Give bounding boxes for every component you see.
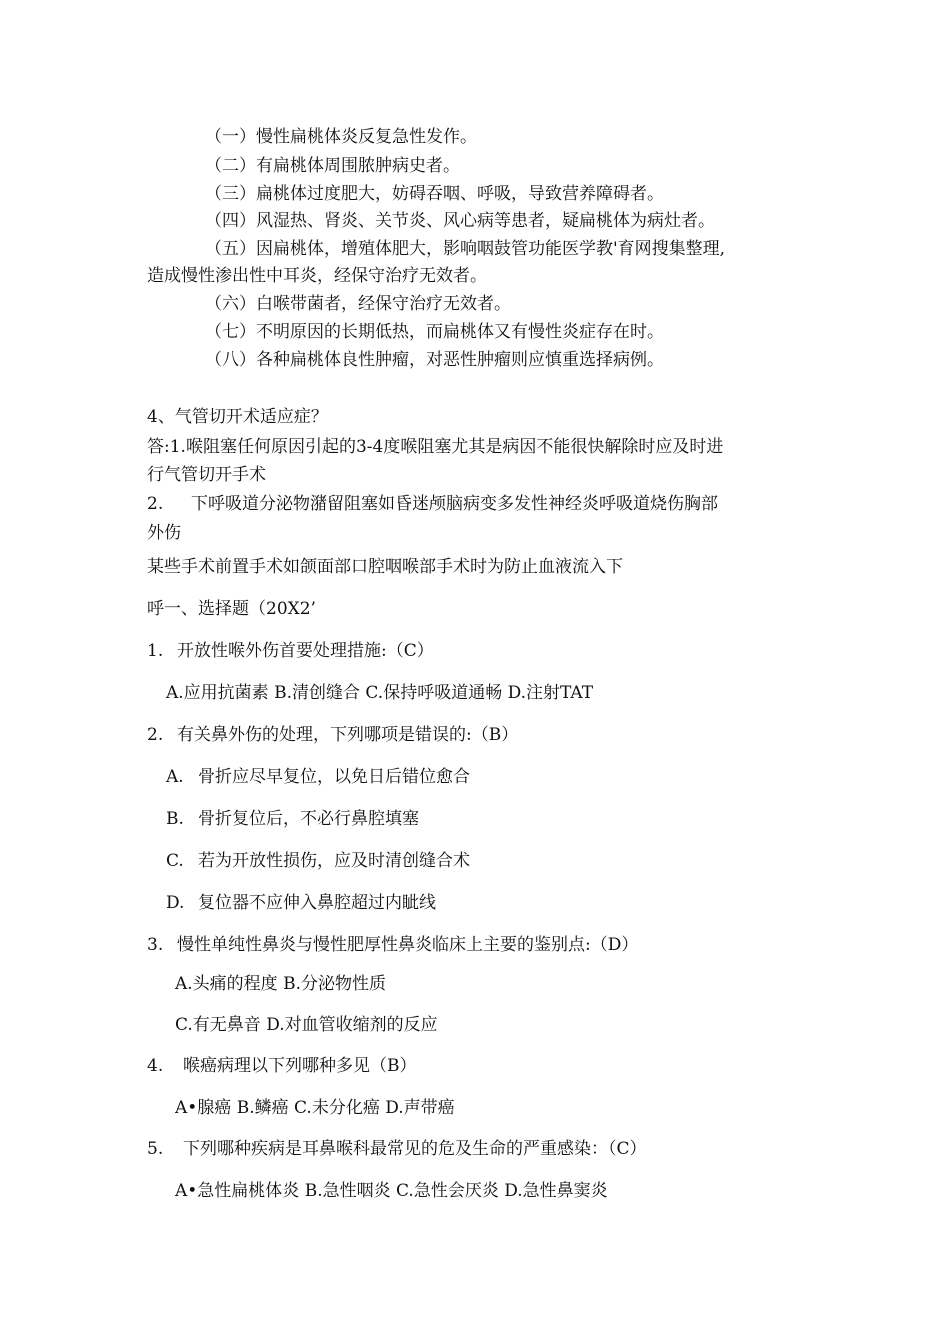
q4-title: 4、气管切开术适应症？ bbox=[147, 407, 328, 427]
question-5-number: 5. bbox=[147, 1139, 164, 1159]
question-4-number: 4. bbox=[147, 1056, 164, 1076]
section-title: 呼一、选择题（20X2’ bbox=[147, 599, 316, 619]
question-1-stem: 开放性喉外伤首要处理措施:（C） bbox=[177, 641, 434, 661]
question-3-options-line1: A.头痛的程度 B.分泌物性质 bbox=[175, 974, 386, 994]
question-1-options: A.应用抗菌素 B.清创缝合 C.保持呼吸道通畅 D.注射TAT bbox=[166, 683, 594, 703]
indication-1: （一）慢性扁桃体炎反复急性发作。 bbox=[205, 127, 477, 147]
question-2-option-b-letter: B. bbox=[166, 809, 184, 829]
question-2-option-d-text: 复位器不应伸入鼻腔超过内眦线 bbox=[198, 893, 436, 913]
q4-answer-line2: 行气管切开手术 bbox=[147, 465, 266, 485]
question-2-stem: 有关鼻外伤的处理，下列哪项是错误的:（B） bbox=[177, 725, 519, 745]
q4-item3: 某些手术前置手术如颌面部口腔咽喉部手术时为防止血液流入下 bbox=[147, 557, 623, 577]
question-2-option-d-letter: D. bbox=[166, 893, 185, 913]
question-2-option-a-letter: A. bbox=[166, 767, 184, 787]
indication-8: （八）各种扁桃体良性肿瘤，对恶性肿瘤则应慎重选择病例。 bbox=[205, 350, 664, 370]
indication-6: （六）白喉带菌者，经保守治疗无效者。 bbox=[205, 294, 511, 314]
question-3-stem: 慢性单纯性鼻炎与慢性肥厚性鼻炎临床上主要的鉴别点:（D） bbox=[177, 935, 639, 955]
question-1-number: 1. bbox=[147, 641, 164, 661]
question-2-option-b-text: 骨折复位后，不必行鼻腔填塞 bbox=[198, 809, 419, 829]
question-2-number: 2. bbox=[147, 725, 164, 745]
question-4-stem: 喉癌病理以下列哪种多见（B） bbox=[183, 1056, 417, 1076]
question-2-option-a-text: 骨折应尽早复位，以免日后错位愈合 bbox=[198, 767, 470, 787]
question-5-stem: 下列哪种疾病是耳鼻喉科最常见的危及生命的严重感染：（C） bbox=[183, 1139, 647, 1159]
q4-item2-number: 2. bbox=[147, 494, 164, 514]
indication-5-continued: 造成慢性渗出性中耳炎，经保守治疗无效者。 bbox=[147, 266, 487, 286]
question-4-options: A•腺癌 B.鳞癌 C.未分化癌 D.声带癌 bbox=[175, 1098, 455, 1118]
q4-item2-line2: 外伤 bbox=[147, 523, 181, 543]
indication-7: （七）不明原因的长期低热，而扁桃体又有慢性炎症存在时。 bbox=[205, 322, 664, 342]
question-2-option-c-text: 若为开放性损伤，应及时清创缝合术 bbox=[198, 851, 470, 871]
indication-4: （四）风湿热、肾炎、关节炎、风心病等患者，疑扁桃体为病灶者。 bbox=[205, 211, 715, 231]
q4-item2-line1: 下呼吸道分泌物潴留阻塞如昏迷颅脑病变多发性神经炎呼吸道烧伤胸部 bbox=[191, 494, 718, 514]
question-5-options: A•急性扁桃体炎 B.急性咽炎 C.急性会厌炎 D.急性鼻窦炎 bbox=[175, 1181, 608, 1201]
q4-answer-line1: 答:1.喉阻塞任何原因引起的3-4度喉阻塞尤其是病因不能很快解除时应及时进 bbox=[147, 437, 724, 457]
indication-3: （三）扁桃体过度肥大，妨碍吞咽、呼吸，导致营养障碍者。 bbox=[205, 184, 664, 204]
question-3-number: 3. bbox=[147, 935, 164, 955]
question-3-options-line2: C.有无鼻音 D.对血管收缩剂的反应 bbox=[175, 1015, 438, 1035]
indication-5: （五）因扁桃体，增殖体肥大，影响咽鼓管功能医学教'育网搜集整理, bbox=[205, 239, 726, 259]
question-2-option-c-letter: C. bbox=[166, 851, 184, 871]
indication-2: （二）有扁桃体周围脓肿病史者。 bbox=[205, 156, 460, 176]
